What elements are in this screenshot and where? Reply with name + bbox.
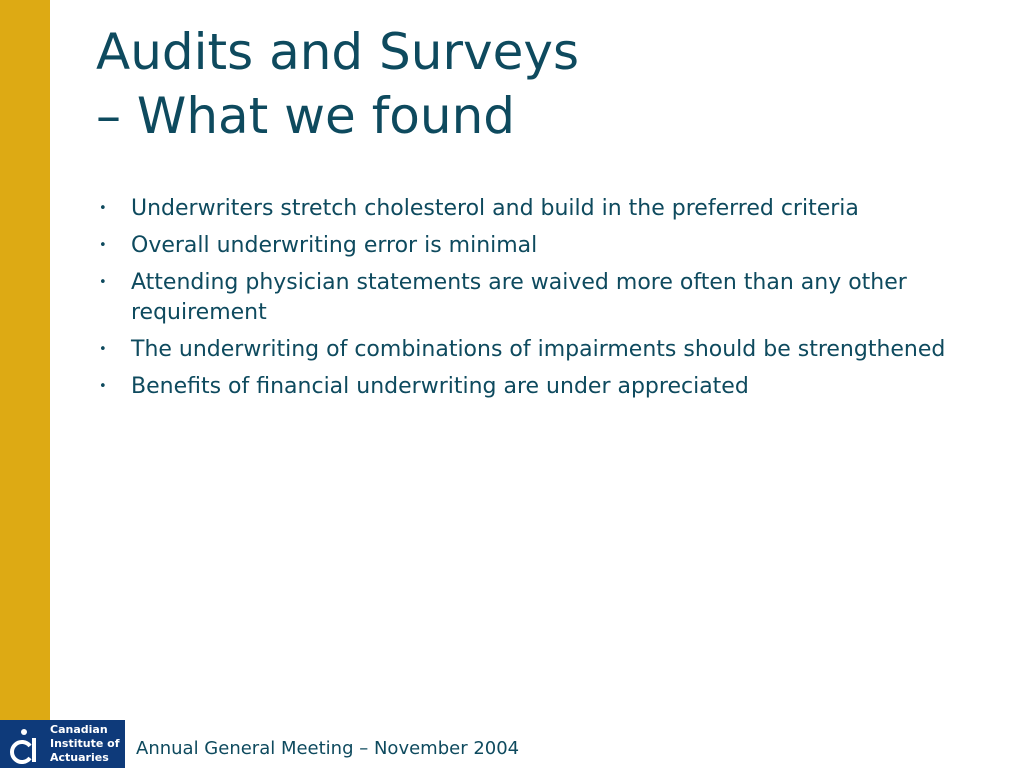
bullet-item bbox=[96, 231, 976, 261]
bullet-dot-icon: • bbox=[99, 342, 107, 357]
bullet-text: Attending physician statements are waived more often than any other requirement bbox=[131, 270, 907, 325]
slide-title bbox=[96, 20, 579, 148]
cia-logo-text bbox=[50, 723, 119, 765]
logo-line-2: Institute of bbox=[50, 737, 120, 750]
accent-side-bar bbox=[0, 0, 50, 768]
bullet-dot-icon: • bbox=[99, 201, 107, 216]
slide-title-line-1: Audits and Surveys bbox=[96, 23, 580, 81]
logo-line-1: Canadian bbox=[50, 723, 108, 736]
bullet-item bbox=[96, 372, 976, 402]
logo-line-3: Actuaries bbox=[50, 751, 109, 764]
cia-logo-mark-icon bbox=[4, 724, 44, 764]
bullet-text: Overall underwriting error is minimal bbox=[131, 233, 538, 258]
bullet-item bbox=[96, 194, 976, 224]
bullet-item bbox=[96, 268, 976, 328]
bullet-list bbox=[96, 194, 976, 409]
bullet-text: Benefits of financial underwriting are under appreciated bbox=[131, 374, 749, 399]
bullet-text: The underwriting of combinations of impairments should be strengthened bbox=[131, 337, 946, 362]
bullet-dot-icon: • bbox=[99, 379, 107, 394]
bullet-dot-icon: • bbox=[99, 238, 107, 253]
bullet-text: Underwriters stretch cholesterol and build in the preferred criteria bbox=[131, 196, 859, 221]
footer-meeting-text: Annual General Meeting – November 2004 bbox=[136, 738, 520, 759]
bullet-item bbox=[96, 335, 976, 365]
cia-logo bbox=[0, 720, 125, 768]
bullet-dot-icon: • bbox=[99, 275, 107, 290]
slide-title-line-2: – What we found bbox=[96, 87, 516, 145]
